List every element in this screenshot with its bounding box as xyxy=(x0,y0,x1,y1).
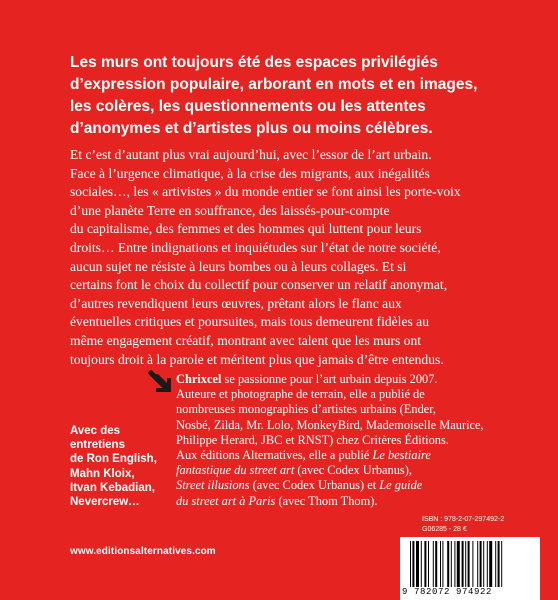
product-code-price: G06285 - 28 € xyxy=(422,526,467,533)
author-bio-line: Auteure et photographe de terrain, elle a publié de xyxy=(176,387,425,402)
body-paragraph xyxy=(70,146,545,369)
barcode-bar xyxy=(465,541,466,587)
interviews-line: Avec des xyxy=(70,425,121,437)
body-line: certains font le choix du collectif pour conserver un relatif anonymat, xyxy=(70,277,448,293)
author-name: Chrixcel xyxy=(176,372,222,386)
barcode-bar xyxy=(440,541,441,587)
barcode-bar xyxy=(424,541,426,587)
author-bio-line: nombreuses monographies d’artistes urbains (Ender, xyxy=(176,402,436,417)
author-bio-line: Nosbé, Zilda, Mr. Lolo, MonkeyBird, Mademoiselle Maurice, xyxy=(176,417,484,432)
interviews-line: Mahn Kloix, xyxy=(70,467,135,480)
barcode-bar xyxy=(454,541,455,587)
intro-line: d’anonymes et d’artistes plus ou moins célèbres. xyxy=(70,120,433,137)
intro-line: Les murs ont toujours été des espaces privilégiés xyxy=(70,54,438,71)
barcode-bar xyxy=(447,541,449,587)
body-line: du capitalisme, des femmes et des hommes qui luttent pour leurs xyxy=(70,221,422,237)
barcode-bar xyxy=(457,541,460,587)
author-bio-line: Philippe Herard, JBC et RNST) chez Critères Éditions. xyxy=(176,432,449,447)
author-bio-line: du street art à Paris (avec Thom Thom). xyxy=(176,493,378,508)
interviews-line: Itvan Kebadian, xyxy=(70,481,155,494)
interviews-note xyxy=(70,424,170,509)
barcode-bar xyxy=(421,541,422,587)
barcode-bar xyxy=(487,541,488,587)
interviews-line: entretiens xyxy=(70,439,125,452)
author-bio-line: Street illusions (avec Codex Urbanus) et Le guide xyxy=(176,478,423,493)
barcode-bars xyxy=(410,541,532,587)
barcode-bar xyxy=(462,541,464,587)
barcode-bar xyxy=(472,541,473,587)
body-line: éventuelles critiques et poursuites, mais tous demeurent fidèles au xyxy=(70,314,429,330)
barcode-digits: 9 782072 974922 xyxy=(402,587,493,597)
publisher-website: www.editionsalternatives.com xyxy=(70,546,216,557)
author-bio-line: Aux éditions Alternatives, elle a publié Le bestiaire xyxy=(176,448,431,463)
barcode-bar xyxy=(416,541,419,587)
barcode-bar xyxy=(410,541,411,587)
arrow-icon xyxy=(148,370,172,392)
body-line: aucun sujet ne résiste à leurs bombes ou à leurs collages. Et si xyxy=(70,258,407,274)
barcode-bar xyxy=(435,541,437,587)
body-line: droits… Entre indignations et inquiétudes sur l’état de notre société, xyxy=(70,239,441,255)
barcode-bar xyxy=(489,541,492,587)
body-line: d’autres revendiquent leurs œuvres, prêtant alors le flanc aux xyxy=(70,295,402,311)
body-line: d’une planète Terre en souffrance, des laissés-pour-compte xyxy=(70,202,390,218)
barcode-bar xyxy=(501,541,502,587)
body-line: Face à l’urgence climatique, à la crise des migrants, aux inégalités xyxy=(70,165,430,181)
barcode-bar xyxy=(468,541,470,587)
isbn-number: ISBN : 978-2-07-297492-2 xyxy=(422,516,505,523)
body-line: toujours droit à la parole et méritent plus que jamais d’être entendus. xyxy=(70,351,444,367)
barcode-bar xyxy=(480,541,482,587)
author-bio xyxy=(176,372,536,509)
author-bio-line: Chrixcel se passionne pour l’art urbain depuis 2007. xyxy=(176,372,438,386)
author-bio-line: fantastique du street art (avec Codex Urbanus), xyxy=(176,463,412,478)
barcode-bar xyxy=(495,541,496,587)
body-line: même engagement créatif, montrant avec talent que les murs ont xyxy=(70,332,422,348)
barcode-bar xyxy=(451,541,452,587)
intro-line: d’expression populaire, arborant en mots et en images, xyxy=(70,76,478,93)
isbn-info xyxy=(422,515,542,535)
barcode-bar xyxy=(433,541,434,587)
barcode-bar xyxy=(483,541,484,587)
barcode-bar xyxy=(412,541,414,587)
interviews-line: de Ron English, xyxy=(70,453,157,466)
body-line: sociales…, les « artivistes » du monde entier se font ainsi les porte-voix xyxy=(70,184,461,200)
body-line: Et c’est d’autant plus vrai aujourd’hui, avec l’essor de l’art urbain. xyxy=(70,147,432,162)
barcode-bar xyxy=(498,541,500,587)
intro-line: les colères, les questionnements ou les attentes xyxy=(70,98,426,115)
interviews-line: Nevercrew… xyxy=(70,496,140,509)
barcode-bar xyxy=(428,541,429,587)
barcode-bar xyxy=(477,541,478,587)
barcode-bar xyxy=(442,541,443,587)
intro-paragraph xyxy=(70,52,540,140)
